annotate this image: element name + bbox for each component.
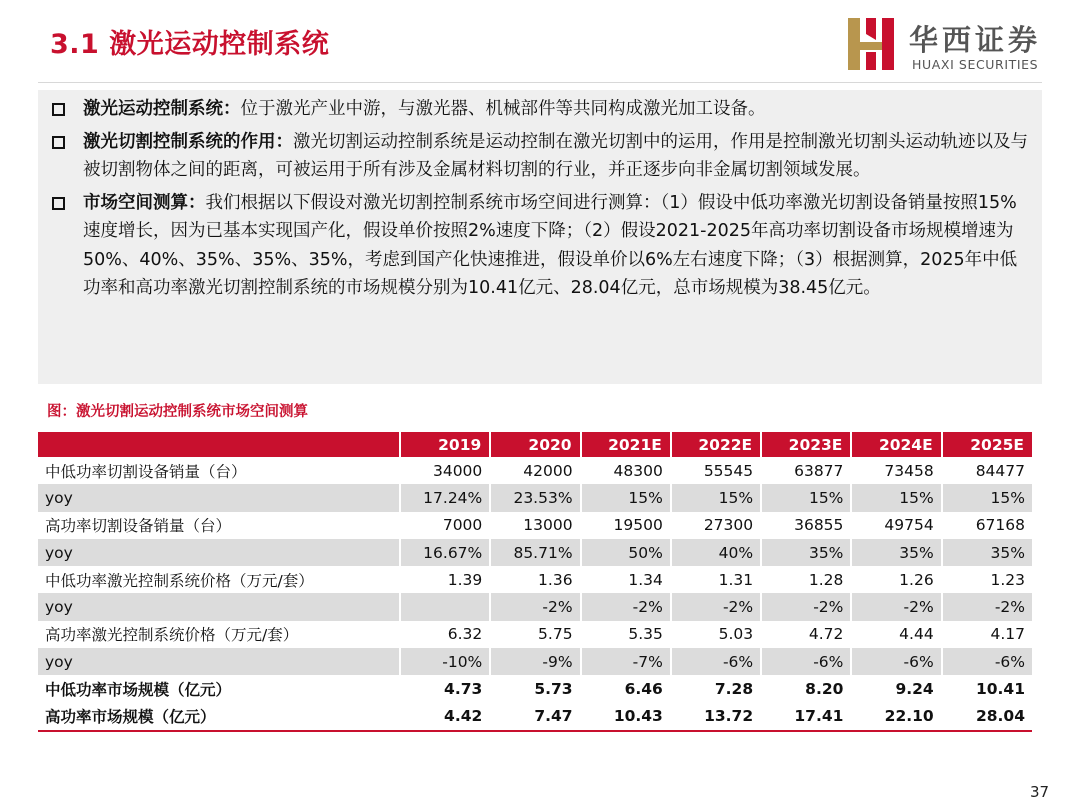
table-cell: 27300 <box>671 512 761 539</box>
table-cell: 15% <box>671 484 761 511</box>
row-label: 高功率激光控制系统价格（万元/套） <box>45 626 299 645</box>
column-header: 2019 <box>400 432 490 457</box>
row-label: yoy <box>38 539 400 566</box>
table-cell: 5.35 <box>581 621 671 648</box>
bullet-text <box>83 95 1032 124</box>
table-cell: 85.71% <box>490 539 580 566</box>
bullet-item <box>48 95 1032 124</box>
table-cell: 15% <box>942 484 1032 511</box>
table-cell: 13.72 <box>671 703 761 731</box>
table-cell: 7.47 <box>490 703 580 731</box>
table-cell: 15% <box>761 484 851 511</box>
table-cell: 22.10 <box>851 703 941 731</box>
table-cell: 36855 <box>761 512 851 539</box>
bullet-item <box>48 189 1032 303</box>
table-cell: -6% <box>761 648 851 675</box>
row-label: 高功率切割设备销量（台） <box>45 517 232 536</box>
table-cell: 8.20 <box>761 675 851 702</box>
column-header: 2023E <box>761 432 851 457</box>
column-header: 2020 <box>490 432 580 457</box>
table-cell: 5.75 <box>490 621 580 648</box>
table-cell: 1.34 <box>581 566 671 593</box>
table-cell: 10.41 <box>942 675 1032 702</box>
row-label: 中低功率市场规模（亿元） <box>45 681 232 700</box>
table-cell: 35% <box>942 539 1032 566</box>
table-cell: 13000 <box>490 512 580 539</box>
table-cell: 15% <box>581 484 671 511</box>
table-cell: -10% <box>400 648 490 675</box>
row-label: 高功率市场规模（亿元） <box>38 703 400 731</box>
square-bullet-icon <box>52 136 65 149</box>
table-cell: 4.72 <box>761 621 851 648</box>
row-label: 中低功率切割设备销量（台） <box>45 462 247 481</box>
table-cell: 35% <box>851 539 941 566</box>
table-row <box>38 539 1032 566</box>
table-row <box>38 675 1032 702</box>
header-label-cell <box>38 432 400 457</box>
table-cell: 4.17 <box>942 621 1032 648</box>
page-number: 37 <box>1030 783 1050 801</box>
bullet-body: 我们根据以下假设对激光切割控制系统市场空间进行测算：（1）假设中低功率激光切割设备销量按照15%速度增长，因为已基本实现国产化，假设单价按照2%速度下降；（2）假设2021-2025年高功率切割设备市场规模增速为50%、40%、35%、35%、35%，考虑到国产化快速推进，假设单价以6%左右速度下降；（3）根据测算，2025年中低功率和高功率激光切割控制系统的市场规模分别为10.41亿元、28.04亿元，总市场规模为38.45亿元。 <box>83 192 1018 298</box>
table-cell: 35% <box>761 539 851 566</box>
table-cell: 6.46 <box>581 675 671 702</box>
square-bullet-icon <box>52 197 65 210</box>
table-cell: 17.41 <box>761 703 851 731</box>
table-cell: -2% <box>490 593 580 620</box>
table-cell: 7000 <box>400 512 490 539</box>
column-header: 2022E <box>671 432 761 457</box>
table-row <box>38 593 1032 620</box>
figure-title: 图：激光切割运动控制系统市场空间测算 <box>47 404 308 420</box>
table-cell: 67168 <box>942 512 1032 539</box>
bullet-text <box>83 189 1032 303</box>
table-cell: 17.24% <box>400 484 490 511</box>
table-cell: 48300 <box>581 457 671 484</box>
table-cell: 23.53% <box>490 484 580 511</box>
column-header: 2025E <box>942 432 1032 457</box>
table-cell: 1.26 <box>851 566 941 593</box>
bullet-heading: 激光运动控制系统： <box>83 99 241 119</box>
table-row <box>38 703 1032 731</box>
table-cell: -9% <box>490 648 580 675</box>
table-cell: -2% <box>761 593 851 620</box>
table-cell: 34000 <box>400 457 490 484</box>
table-cell: 50% <box>581 539 671 566</box>
table-cell: 73458 <box>851 457 941 484</box>
table-cell: 1.23 <box>942 566 1032 593</box>
market-estimate-table <box>38 432 1032 732</box>
table-cell: -2% <box>851 593 941 620</box>
table-cell: 1.31 <box>671 566 761 593</box>
bullet-panel <box>38 90 1042 384</box>
table-cell: 4.44 <box>851 621 941 648</box>
slide-title: 3.1 激光运动控制系统 <box>50 29 330 60</box>
table-cell: 7.28 <box>671 675 761 702</box>
logo-name-en: HUAXI SECURITIES <box>912 57 1039 72</box>
table-cell: 10.43 <box>581 703 671 731</box>
bullet-heading: 市场空间测算： <box>83 192 206 213</box>
row-label: yoy <box>38 648 400 675</box>
table-cell: 49754 <box>851 512 941 539</box>
table-cell: 55545 <box>671 457 761 484</box>
table-cell: 1.39 <box>400 566 490 593</box>
table-cell: 5.73 <box>490 675 580 702</box>
table-cell: -6% <box>851 648 941 675</box>
bullet-heading: 激光切割控制系统的作用： <box>83 131 293 152</box>
table-cell: 9.24 <box>851 675 941 702</box>
table-cell: 84477 <box>942 457 1032 484</box>
table-cell: -2% <box>671 593 761 620</box>
table-cell: 15% <box>851 484 941 511</box>
table-cell: 28.04 <box>942 703 1032 731</box>
table-cell: 1.28 <box>761 566 851 593</box>
bullet-body: 激光切割运动控制系统是运动控制在激光切割中的运用，作用是控制激光切割头运动轨迹以及与被切割物体之间的距离，可被运用于所有涉及金属材料切割的行业，并正逐步向非金属切割领域发展。 <box>83 131 1028 180</box>
table-cell: 40% <box>671 539 761 566</box>
table-cell: 5.03 <box>671 621 761 648</box>
bullet-item <box>48 128 1032 185</box>
table-row <box>38 621 1032 648</box>
table-cell: 42000 <box>490 457 580 484</box>
column-header: 2021E <box>581 432 671 457</box>
table-cell: -7% <box>581 648 671 675</box>
table-cell: -6% <box>942 648 1032 675</box>
table-row <box>38 484 1032 511</box>
table-row <box>38 512 1032 539</box>
table-cell: 4.42 <box>400 703 490 731</box>
huaxi-logo <box>846 14 1061 76</box>
logo-name-cn: 华西证券 <box>909 23 1042 57</box>
table-cell: 19500 <box>581 512 671 539</box>
row-label: yoy <box>38 484 400 511</box>
square-bullet-icon <box>52 103 65 116</box>
table-cell: -2% <box>942 593 1032 620</box>
table-cell: 63877 <box>761 457 851 484</box>
table-cell: -2% <box>581 593 671 620</box>
huaxi-logo-icon <box>846 14 896 74</box>
table-cell: 6.32 <box>400 621 490 648</box>
row-label: yoy <box>38 593 400 620</box>
table-row <box>38 648 1032 675</box>
table-cell: 1.36 <box>490 566 580 593</box>
header-divider <box>38 82 1042 83</box>
bullet-text <box>83 128 1032 185</box>
table-header-row <box>38 432 1032 457</box>
table-cell: 16.67% <box>400 539 490 566</box>
bullet-body: 位于激光产业中游，与激光器、机械部件等共同构成激光加工设备。 <box>240 99 766 119</box>
table-cell: -6% <box>671 648 761 675</box>
table-row <box>38 457 1032 484</box>
column-header: 2024E <box>851 432 941 457</box>
table-row <box>38 566 1032 593</box>
table-cell: 4.73 <box>400 675 490 702</box>
row-label: 中低功率激光控制系统价格（万元/套） <box>45 571 314 590</box>
table-cell <box>400 593 490 620</box>
